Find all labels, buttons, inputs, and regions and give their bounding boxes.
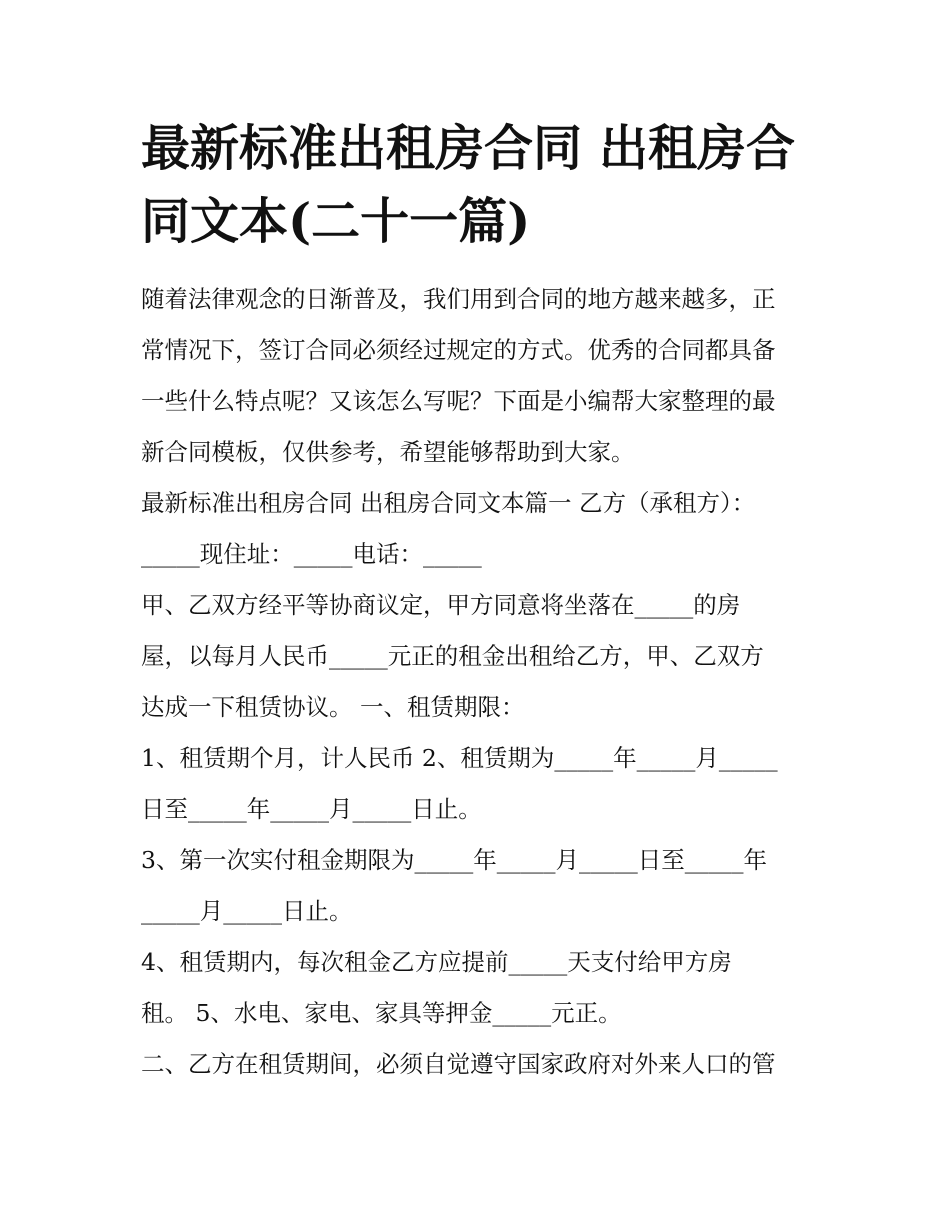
contract-clause-line: 二、乙方在租赁期间，必须自觉遵守国家政府对外来人口的管 [141,1050,776,1078]
document-body [141,274,821,1090]
contract-clause-line: 达成一下租赁协议。 一、租赁期限： [141,693,525,721]
intro-line: 一些什么特点呢？又该怎么写呢？下面是小编帮大家整理的最 [141,387,776,415]
contract-clause-line: 1、租赁期个月，计人民币 2、租赁期为_____年_____月_____ [141,744,778,772]
contract-heading-line: 最新标准出租房合同 出租房合同文本篇一 乙方（承租方）： [141,489,756,517]
contract-clause-line: 4、租赁期内，每次租金乙方应提前_____天支付给甲方房 [141,948,732,976]
intro-line: 随着法律观念的日渐普及，我们用到合同的地方越来越多，正 [141,285,776,313]
contract-clause-line: 甲、乙双方经平等协商议定，甲方同意将坐落在_____的房 [141,591,741,619]
intro-line: 新合同模板，仅供参考，希望能够帮助到大家。 [141,438,635,466]
contract-clause-line: 租。 5、水电、家电、家具等押金_____元正。 [141,999,622,1027]
contract-party-line: _____现住址：_____电话：_____ [141,540,482,568]
contract-clause-line: 3、第一次实付租金期限为_____年_____月_____日至_____年 [141,846,767,874]
document-title [141,112,821,258]
contract-clause-line: 屋，以每月人民币_____元正的租金出租给乙方，甲、乙双方 [141,642,764,670]
title-line: 最新标准出租房合同 出租房合 [141,119,796,177]
intro-line: 常情况下，签订合同必须经过规定的方式。优秀的合同都具备 [141,336,776,364]
title-line: 同文本(二十一篇) [141,192,531,250]
contract-clause-line: 日至_____年_____月_____日止。 [141,795,482,823]
contract-clause-line: _____月_____日止。 [141,897,353,925]
